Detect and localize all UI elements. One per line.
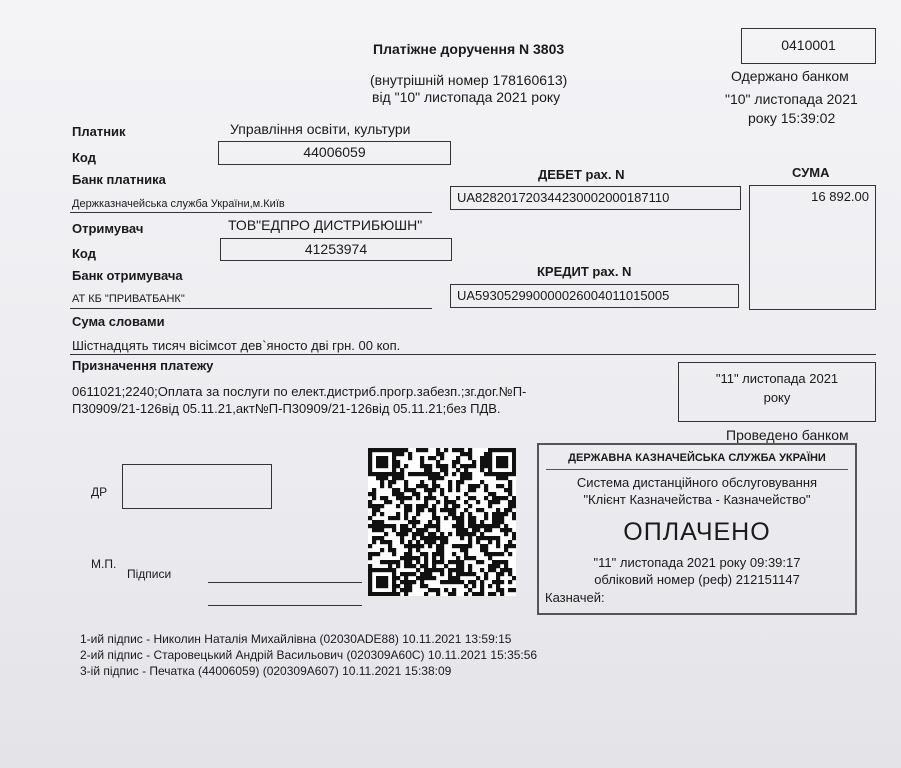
dr-box — [122, 464, 272, 509]
sum-words-rule — [70, 354, 876, 355]
recipient-bank-label: Банк отримувача — [72, 268, 183, 283]
credit-label: КРЕДИТ рах. N — [537, 264, 632, 279]
treasury-stamp — [537, 443, 857, 615]
sum-box — [749, 185, 876, 310]
recipient-name: ТОВ"ЕДПРО ДИСТРИБЮШН" — [228, 217, 423, 233]
stamp-treasurer: Казначей: — [545, 590, 605, 605]
stamp-system-2: "Клієнт Казначейства - Казначейство" — [583, 492, 811, 507]
processed-year: року — [763, 390, 791, 405]
document-title: Платіжне доручення N 3803 — [373, 41, 565, 57]
payer-bank: Держказначейська служба України,м.Київ — [72, 198, 285, 210]
payer-code-label: Код — [72, 150, 96, 165]
stamp-status: ОПЛАЧЕНО — [623, 518, 771, 546]
stamp-paid-date: "11" листопада 2021 року 09:39:17 — [593, 555, 801, 570]
sum-words: Шістнадцять тисяч вісімсот дев`яносто дві грн. 00 коп. — [72, 338, 401, 353]
payer-name: Управління освіти, культури — [230, 121, 411, 137]
processed-date: "11" листопада 2021 — [715, 371, 839, 386]
form-code: 0410001 — [781, 37, 836, 53]
credit-account-box — [450, 284, 739, 308]
stamp-rule — [546, 469, 848, 470]
payer-bank-label: Банк платника — [72, 172, 166, 187]
internal-number: (внутрішній номер 178160613) — [370, 72, 568, 88]
purpose-line-1: 0611021;2240;Оплата за послуги по елект.дистриб.прогр.забезп.;зг.дог.№П- — [72, 384, 527, 399]
processed-label: Проведено банком — [726, 427, 849, 443]
signature-record-3: 3-ій підпис - Печатка (44006059) (020309A607) 10.11.2021 15:38:09 — [80, 664, 452, 678]
recipient-code: 41253974 — [304, 241, 368, 257]
debit-account: UA828201720344230002000187110 — [457, 190, 670, 205]
mp-label: М.П. — [91, 557, 117, 571]
received-label: Одержано банком — [731, 68, 849, 84]
form-code-box — [741, 28, 876, 64]
sum-words-label: Сума словами — [72, 314, 165, 329]
signature-line-2 — [208, 605, 362, 606]
debit-account-box — [450, 186, 741, 210]
received-time: року 15:39:02 — [748, 110, 836, 126]
recipient-bank-rule — [70, 308, 432, 309]
sum-value: 16 892.00 — [811, 189, 869, 204]
recipient-label: Отримувач — [72, 221, 144, 236]
received-date: "10" листопада 2021 — [725, 91, 858, 107]
dr-label: ДР — [91, 485, 108, 499]
purpose-line-2: П30909/21-126від 05.11.21,акт№П-П30909/21-126від 05.11.21;без ПДВ. — [72, 401, 501, 416]
processed-date-box — [678, 362, 876, 422]
sum-label: СУМА — [792, 165, 830, 180]
signature-record-2: 2-ий підпис - Старовецький Андрій Васильович (020309A60C) 10.11.2021 15:35:56 — [80, 648, 538, 662]
recipient-code-label: Код — [72, 246, 96, 261]
stamp-ref: обліковий номер (реф) 212151147 — [594, 572, 800, 587]
recipient-bank: АТ КБ "ПРИВАТБАНК" — [72, 293, 185, 305]
signatures-label: Підписи — [127, 567, 172, 581]
debit-label: ДЕБЕТ рах. N — [538, 167, 625, 182]
payer-label: Платник — [72, 124, 126, 139]
stamp-system-1: Система дистанційного обслуговування — [576, 475, 818, 490]
purpose-label: Призначення платежу — [72, 358, 214, 373]
payer-bank-rule — [70, 212, 432, 213]
document-date: від "10" листопада 2021 року — [372, 89, 561, 105]
signature-record-1: 1-ий підпис - Николин Наталія Михайлівна (02030ADE88) 10.11.2021 13:59:15 — [80, 632, 512, 646]
stamp-org: ДЕРЖАВНА КАЗНАЧЕЙСЬКА СЛУЖБА УКРАЇНИ — [568, 452, 826, 464]
payer-code-box — [218, 141, 451, 165]
qr-code — [368, 448, 516, 596]
recipient-code-box — [220, 238, 452, 261]
credit-account: UA593052990000026004011015005 — [457, 288, 670, 303]
signature-line-1 — [208, 582, 362, 583]
payer-code: 44006059 — [303, 144, 366, 160]
